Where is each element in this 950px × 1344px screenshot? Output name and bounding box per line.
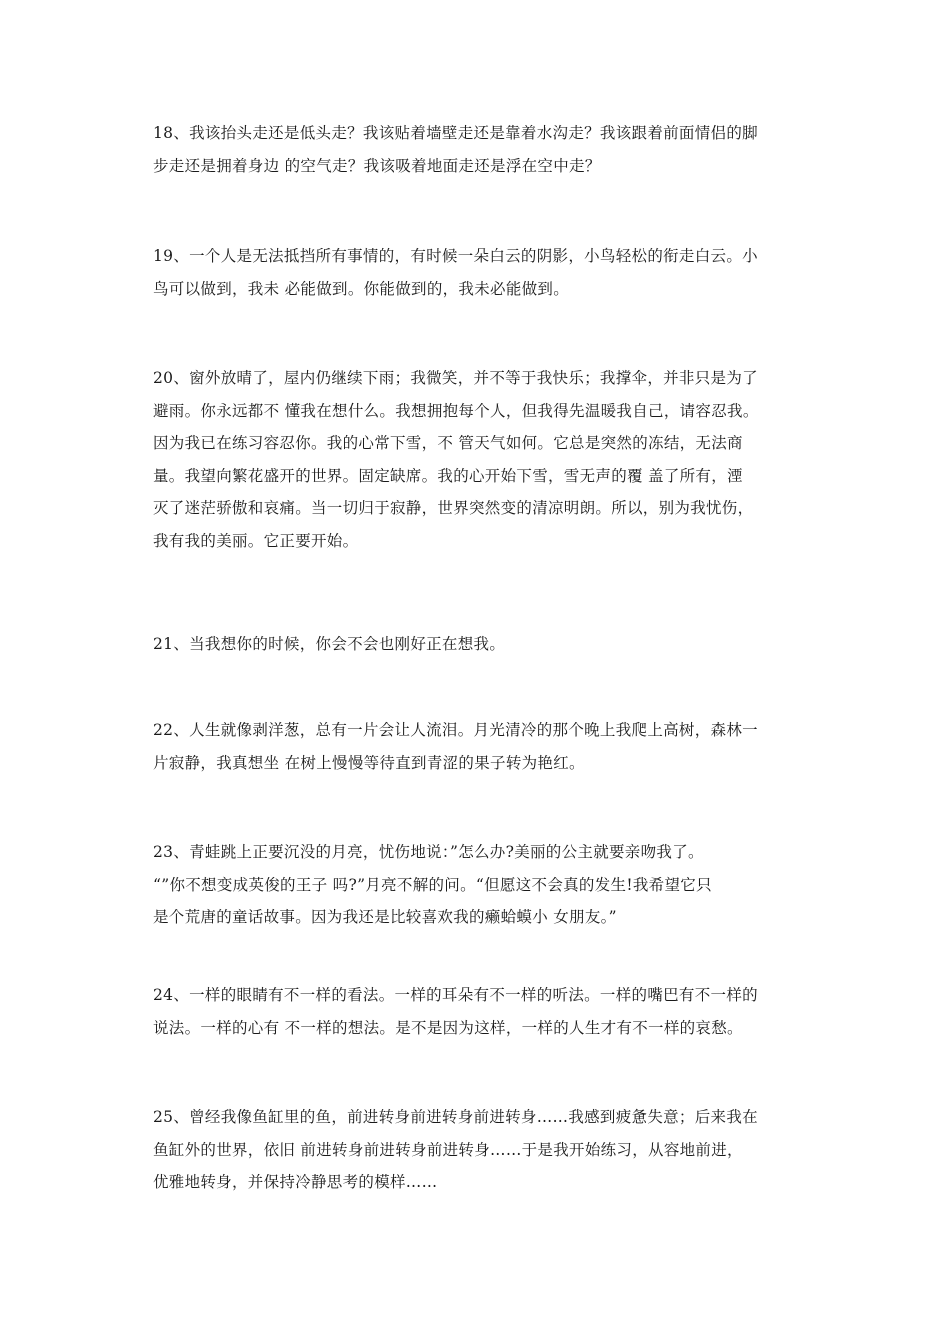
paragraph-line: 20、窗外放晴了，屋内仍继续下雨；我微笑，并不等于我快乐；我撑伞，并非只是为了	[153, 369, 758, 387]
paragraph-line: 23、青蛙跳上正要沉没的月亮，忧伤地说：”怎么办?美丽的公主就要亲吻我了。	[153, 843, 704, 861]
paragraph-line: 25、曾经我像鱼缸里的鱼，前进转身前进转身前进转身……我感到疲惫失意；后来我在	[153, 1108, 758, 1126]
paragraph-line: 量。我望向繁花盛开的世界。固定缺席。我的心开始下雪，雪无声的覆 盖了所有，湮	[153, 466, 743, 485]
paragraph-line: 因为我已在练习容忍你。我的心常下雪，不 管天气如何。它总是突然的冻结，无法商	[153, 434, 743, 452]
paragraph-line: “”你不想变成英俊的王子 吗?”月亮不解的问。“但愿这不会真的发生!我希望它只	[153, 875, 712, 894]
paragraph-line: 鸟可以做到，我未 必能做到。你能做到的，我未必能做到。	[153, 279, 570, 298]
paragraph-line: 说法。一样的心有 不一样的想法。是不是因为这样，一样的人生才有不一样的哀愁。	[153, 1018, 743, 1037]
paragraph-line: 21、当我想你的时候，你会不会也刚好正在想我。	[153, 635, 506, 653]
paragraph-line: 片寂静，我真想坐 在树上慢慢等待直到青涩的果子转为艳红。	[153, 753, 585, 772]
paragraph-23	[153, 836, 803, 934]
paragraph-19	[153, 240, 803, 305]
paragraph-18	[153, 117, 803, 182]
paragraph-line: 步走还是拥着身边 的空气走？我该吸着地面走还是浮在空中走？	[153, 156, 601, 175]
paragraph-line: 优雅地转身，并保持冷静思考的模样……	[153, 1173, 438, 1191]
paragraph-24	[153, 979, 803, 1044]
paragraph-line: 避雨。你永远都不 懂我在想什么。我想拥抱每个人，但我得先温暖我自己，请容忍我。	[153, 401, 759, 420]
paragraph-line: 灭了迷茫骄傲和哀痛。当一切归于寂静，世界突然变的清凉明朗。所以，别为我忧伤，	[153, 499, 754, 517]
paragraph-25	[153, 1101, 803, 1199]
paragraph-line: 我有我的美丽。它正要开始。	[153, 531, 359, 550]
paragraph-line: 18、我该抬头走还是低头走？我该贴着墙壁走还是靠着水沟走？我该跟着前面情侣的脚	[153, 124, 758, 142]
paragraph-line: 鱼缸外的世界，依旧 前进转身前进转身前进转身……于是我开始练习，从容地前进，	[153, 1140, 743, 1159]
paragraph-20	[153, 362, 803, 557]
paragraph-line: 22、人生就像剥洋葱，总有一片会让人流泪。月光清冷的那个晚上我爬上高树，森林一	[153, 721, 758, 739]
paragraph-line: 24、一样的眼睛有不一样的看法。一样的耳朵有不一样的听法。一样的嘴巴有不一样的	[153, 986, 758, 1004]
paragraph-22	[153, 714, 803, 779]
paragraph-21	[153, 628, 803, 661]
paragraph-line: 19、一个人是无法抵挡所有事情的，有时候一朵白云的阴影，小鸟轻松的衔走白云。小	[153, 247, 758, 265]
paragraph-line: 是个荒唐的童话故事。因为我还是比较喜欢我的癞蛤蟆小 女朋友。”	[153, 908, 617, 926]
